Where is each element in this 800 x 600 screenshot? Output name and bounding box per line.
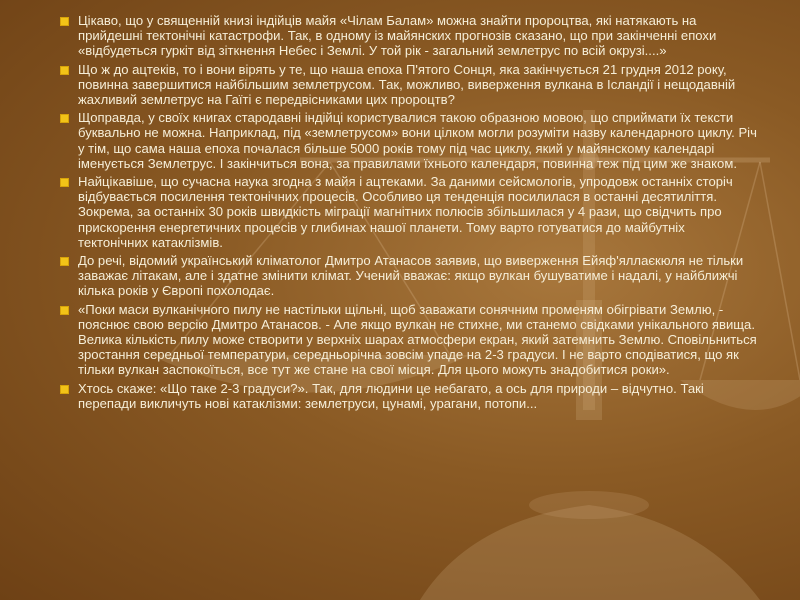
bullet-text: Щоправда, у своїх книгах стародавні індійці користувалися такою образною мовою, що сприймати їх тексти буквально не можна. Наприклад, під «землетрусом» вони цілком могли розуміти назву календарного циклу. Річ у тім, що сама наша епоха почалася більше 5000 років тому під час циклу, який у майянскому календарі іменується Землетрус. І закінчиться вона, за правилами їхнього календаря, повинна теж під цим же знаком. — [78, 110, 757, 171]
square-bullet-icon — [60, 178, 69, 187]
bullet-text: Хтось скаже: «Що таке 2-3 градуси?». Так, для людини це небагато, а ось для природи – відчутно. Такі перепади викличуть нові катаклізми: землетруси, цунамі, урагани, потопи... — [78, 380, 704, 411]
square-bullet-icon — [60, 17, 69, 26]
bullet-text: До речі, відомий український кліматолог Дмитро Атанасов заявив, що виверження Ейяф'яллаєкюля не тільки заважає літакам, але і здатне змінити клімат. Учений вважає: якщо вулкан бушуватиме і надалі, у найближчі кілька років у Європі похолодає. — [78, 253, 744, 299]
square-bullet-icon — [60, 306, 69, 315]
bullet-item — [58, 174, 758, 250]
square-bullet-icon — [60, 66, 69, 75]
bullet-item — [58, 253, 758, 299]
bullet-text: Що ж до ацтеків, то і вони вірять у те, що наша епоха П'ятого Сонця, яка закінчується 21 грудня 2012 року, повинна завершитися найбільшим землетрусом. Так, можливо, виверження вулкана в Ісландії і нещодавній жахливий землетрус на Гаїті є передвісниками цих пророцтв? — [78, 61, 736, 108]
square-bullet-icon — [60, 385, 69, 394]
bullet-item — [58, 302, 758, 378]
bullet-text: Найцікавіше, що сучасна наука згодна з майя і ацтеками. За даними сейсмологів, упродовж останніх сторіч відбувається посилення тектонічних процесів. Особливо ця тенденція посилилася в останні десятиліття. Зокрема, за останніх 30 років швидкість міграції магнітних полюсів збільшилася у 4 рази, що свідчить про прискорення енергетичних процесів у глибинах нашої планети. Тому варто готуватися до майбутніх тектонічних катаклізмів. — [78, 174, 733, 250]
bullet-item — [58, 62, 758, 108]
bullet-item — [58, 13, 758, 59]
bullet-item — [58, 110, 758, 171]
square-bullet-icon — [60, 114, 69, 123]
bullet-text: «Поки маси вулканічного пилу не настільки щільні, щоб заважати сонячним променям обігрівати Землю, - пояснює свою версію Дмитро Атанасов. - Але якщо вулкан не стихне, ми станемо свідками унікального явища. Велика кількість пилу може створити у верхніх шарах атмосфери екран, який затемнить Землю. Сповільниться зростання середньої температури, середньорічна зовсім упаде на 2-3 градуси. І не варто сподіватися, що як тільки вулкан заспокоїться, все тут же стане на свої місця. Для цього можуть знадобитися роки». — [78, 301, 757, 378]
bullet-text: Цікаво, що у священній книзі індійців майя «Чілам Балам» можна знайти пророцтва, які натякають на прийдешні тектонічні катастрофи. Так, в одному із майянских прогнозів сказано, що при закінченні епохи «відбудеться гуркіт від зіткнення Небес і Землі. У той рік - загальний землетрус по всій окрузі....» — [78, 13, 717, 59]
bullet-item — [58, 381, 758, 411]
bullet-list — [58, 13, 758, 414]
square-bullet-icon — [60, 257, 69, 266]
